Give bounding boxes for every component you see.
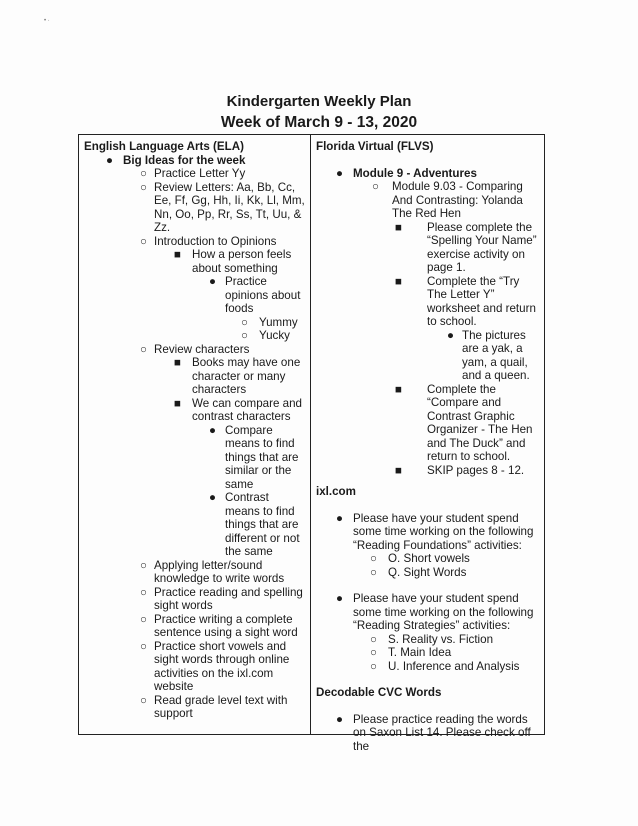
list-item: ■ Books may have one character or many characters [174,356,301,396]
circle-bullet-icon: ○ [140,558,148,572]
list-item: ● Please have your student spend some time working on the following “Reading Foundations” activities: [336,511,534,552]
square-bullet-icon: ■ [174,356,182,369]
circle-bullet-icon: ○ [140,585,148,599]
circle-bullet-icon: ○ [370,659,378,673]
list-item: ○ Practice Letter Yy [140,167,246,180]
list-item: ○ T. Main Idea [370,646,452,659]
circle-bullet-icon: ○ [140,639,148,653]
page-subtitle: Week of March 9 - 13, 2020 [220,114,418,131]
circle-bullet-icon: ○ [372,180,380,193]
list-item: ○ O. Short vowels [370,552,470,565]
list-item: ○ Practice writing a complete sentence using a sight word [140,612,298,639]
bullet-icon: ● [336,712,344,726]
square-bullet-icon: ■ [174,396,182,410]
list-item: ○ Yummy [241,315,298,329]
list-item: ○ Module 9.03 - Comparing And Contrasting: Yolanda The Red Hen [372,180,523,220]
list-item: ○ U. Inference and Analysis [370,659,520,673]
square-bullet-icon: ■ [174,248,182,261]
list-item: ○ Practice short vowels and sight words through online activities on the ixl.com website [140,639,290,693]
ixl-list [316,512,542,580]
column-divider [310,134,311,735]
ela-heading: English Language Arts (ELA) [84,140,244,153]
square-bullet-icon: ■ [395,463,403,477]
list-item: ● The pictures are a yak, a yam, a quail, and a queen. [447,328,530,382]
list-item: ○ Review characters [140,342,250,356]
scan-speck: • · [44,18,50,24]
list-item: ○ Read grade level text with support [140,693,288,720]
circle-bullet-icon: ○ [140,234,148,248]
list-item: ● Module 9 - Adventures [336,166,477,180]
list-item: ○ S. Reality vs. Fiction [370,632,494,646]
list-item: ○ Practice reading and spelling sight words [140,585,303,612]
bullet-icon: ● [209,423,217,437]
flvs-column [316,140,542,753]
list-item: ● Practice opinions about foods [209,275,301,315]
circle-bullet-icon: ○ [140,167,148,180]
cvc-heading: Decodable CVC Words [316,686,442,699]
list-item: ● Compare means to find things that are similar or the same [209,423,299,491]
list-item: ● Contrast means to find things that are different or not the same [209,491,300,558]
list-item: ■ Complete the “Compare and Contrast Graphic Organizer - The Hen and The Duck” and return to school. [395,382,533,463]
list-item: ■ Please complete the “Spelling Your Name” exercise activity on page 1. [395,220,537,274]
list-item: ○ Applying letter/sound knowledge to write words [140,558,285,585]
square-bullet-icon: ■ [395,220,403,234]
circle-bullet-icon: ○ [140,180,148,194]
ela-column [84,140,306,721]
list-item: ○ Introduction to Opinions [140,234,277,248]
list-item: ● Please have your student spend some time working on the following “Reading Strategies” activities: [336,592,534,632]
list-item: ■ We can compare and contrast characters [174,396,302,423]
ixl-list-2 [316,592,542,673]
circle-bullet-icon: ○ [370,646,378,659]
list-item: ● Big Ideas for the week [106,153,246,167]
circle-bullet-icon: ○ [140,612,148,626]
circle-bullet-icon: ○ [241,329,249,342]
flvs-heading: Florida Virtual (FLVS) [316,140,434,153]
bullet-icon: ● [336,166,344,180]
list-item: ■ SKIP pages 8 - 12. [395,463,525,477]
ixl-heading: ixl.com [316,485,356,498]
bullet-icon: ● [336,511,344,525]
list-item: ○ Q. Sight Words [370,565,467,579]
cvc-list [316,713,542,754]
bullet-icon: ● [336,592,344,605]
circle-bullet-icon: ○ [370,552,378,565]
circle-bullet-icon: ○ [140,693,148,707]
list-item: ○ Review Letters: Aa, Bb, Cc, Ee, Ff, Gg, Hh, Ii, Kk, Ll, Mm, Nn, Oo, Pp, Rr, Ss, Tt, Uu, & Zz. [140,180,305,234]
ela-list [84,154,306,721]
list-item: ■ Complete the “Try The Letter Y” worksheet and return to school. [395,274,536,328]
page-title: Kindergarten Weekly Plan [226,93,412,110]
list-item: ● Please practice reading the words on Saxon List 14. Please check off the [336,712,531,753]
flvs-list [316,167,542,478]
square-bullet-icon: ■ [395,274,403,288]
list-item: ■ How a person feels about something [174,248,292,275]
list-item: ○ Yucky [241,329,290,342]
square-bullet-icon: ■ [395,382,403,396]
circle-bullet-icon: ○ [370,565,378,579]
bullet-icon: ● [106,153,114,167]
circle-bullet-icon: ○ [241,315,249,329]
bullet-icon: ● [209,491,217,504]
bullet-icon: ● [447,328,455,342]
circle-bullet-icon: ○ [140,342,148,356]
circle-bullet-icon: ○ [370,632,378,646]
bullet-icon: ● [209,275,217,288]
